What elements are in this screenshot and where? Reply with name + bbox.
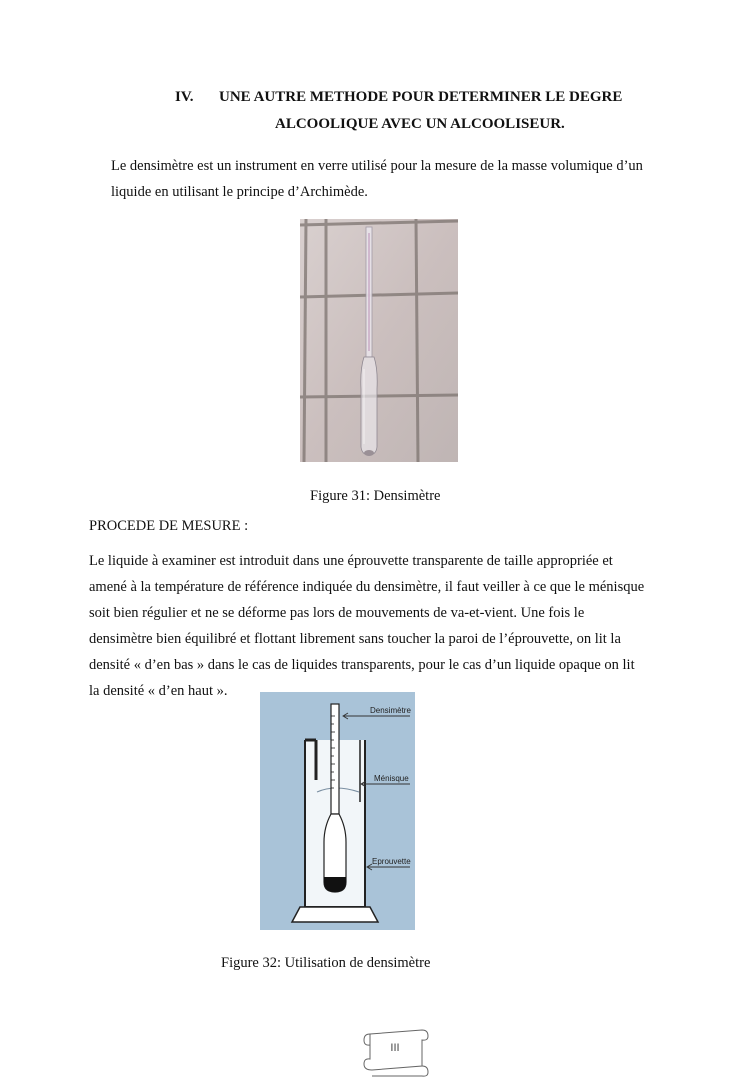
intro-line2: liquide en utilisant le principe d’Archimède.: [111, 184, 368, 200]
hydrometer-diagram: [260, 692, 415, 930]
page-number: III: [390, 1042, 400, 1054]
procedure-line: densité « d’en bas » dans le cas de liquides transparents, pour le cas d’un liquide opaque on lit: [89, 657, 635, 673]
intro-line1: Le densimètre est un instrument en verre utilisé pour la mesure de la masse volumique d’un: [111, 158, 643, 174]
procedure-line: Le liquide à examiner est introduit dans une éprouvette transparente de taille appropriée et: [89, 553, 613, 569]
section-number: IV.: [175, 89, 194, 105]
procedure-title: PROCEDE DE MESURE :: [89, 518, 249, 534]
label-densimetre: Densimètre: [370, 706, 411, 715]
procedure-line: la densité « d’en haut ».: [89, 683, 228, 699]
label-eprouvette: Eprouvette: [372, 857, 411, 866]
section-title-line2: ALCOOLIQUE AVEC UN ALCOOLISEUR.: [275, 116, 565, 132]
label-menisque: Ménisque: [374, 774, 409, 783]
figure31-caption: Figure 31: Densimètre: [310, 488, 441, 504]
figure32-caption: Figure 32: Utilisation de densimètre: [221, 955, 431, 971]
procedure-line: amené à la température de référence indiquée du densimètre, il faut veiller à ce que le ménisque: [89, 579, 645, 595]
procedure-line: densimètre bien équilibré et flottant librement sans toucher la paroi de l’éprouvette, on lit la: [89, 631, 621, 647]
hydrometer-photo: [300, 219, 458, 462]
page-number-scroll: [360, 1024, 430, 1078]
hydrometer-diagram-drawing: [260, 692, 415, 930]
hydrometer-photo-drawing: [300, 219, 458, 462]
section-title-line1: UNE AUTRE METHODE POUR DETERMINER LE DEGRE: [219, 89, 623, 105]
procedure-line: soit bien régulier et ne se déforme pas lors de mouvements de va-et-vient. Une fois le: [89, 605, 585, 621]
